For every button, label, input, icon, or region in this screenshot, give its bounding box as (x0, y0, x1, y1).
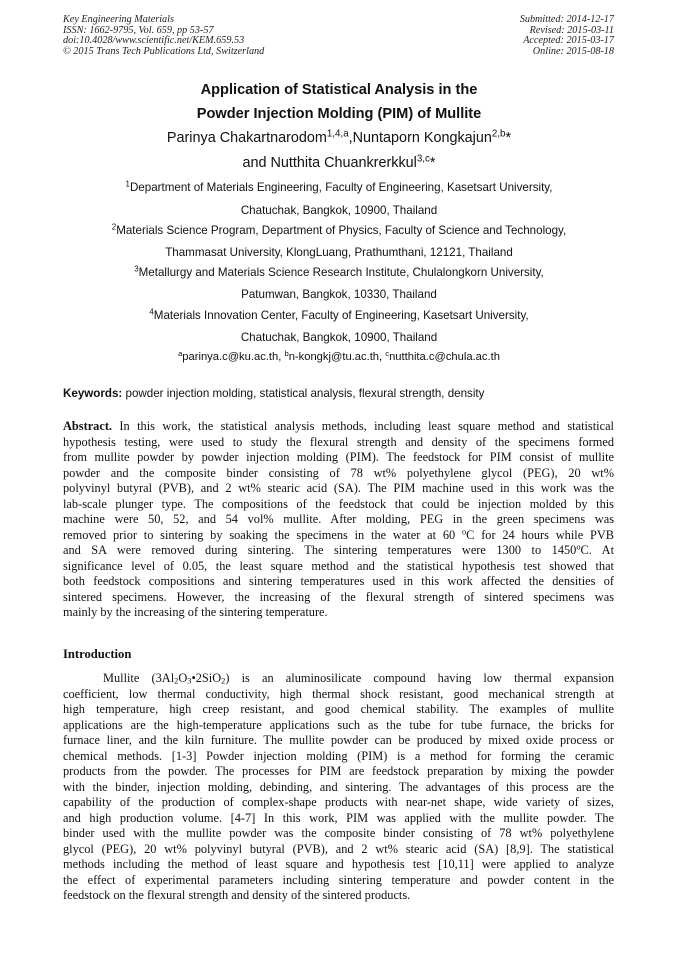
author-line-2 (40, 155, 638, 171)
email-mark: a (178, 348, 183, 358)
keywords (63, 387, 484, 400)
intro-line: binder used with the mullite powder was the composite binder consisting of 78 wt% polyethylene (63, 826, 614, 840)
copyright-line: © 2015 Trans Tech Publications Ltd, Switzerland (63, 45, 265, 57)
intro-line: chemical methods. [1-3] Powder injection molding (PIM) is a method for forming the ceramic (63, 748, 614, 763)
submitted-date: Submitted: 2014-12-17 (519, 14, 614, 25)
revised-date: Revised: 2015-03-11 (529, 24, 614, 36)
intro-line: products from the powder. The processes for PIM are feedstock preparation by mixing the powder (63, 764, 614, 778)
doi-line: doi:10.4028/www.scientific.net/KEM.659.53 (63, 35, 245, 47)
abstract-line: from mullite powder by powder injection molding (PIM). The feedstock for PIM consist of mullite (63, 450, 614, 464)
abstract-line: powder and the composite binder consisting of 78 wt% polyethylene glycol (PEG), 20 wt% (63, 465, 614, 480)
author-2-affil: 2,b (491, 128, 506, 140)
affiliation-1 (40, 181, 638, 194)
abstract-line: hypothesis testing, were used to study the flexural strength and density of the specimens formed (63, 434, 614, 449)
abstract-line: removed prior to sintering by soaking the specimens in the water at 60 $^o$C for 24 hours while PVB (63, 527, 614, 542)
corresponding-mark: * (505, 130, 512, 146)
affiliation-2 (40, 224, 638, 237)
email-mark: b (284, 348, 289, 358)
affiliation-number: 2 (111, 222, 117, 232)
email-mark: c (385, 348, 390, 358)
journal-name: Key Engineering Materials (63, 14, 174, 25)
author-sep: , (348, 130, 353, 146)
intro-line: and high production volume. [4-7] In this work, PIM was applied with the mullite powder. The (63, 810, 614, 825)
author-2: Nuntaporn Kongkajun (352, 130, 492, 146)
intro-line: the effect of experimental parameters including sintering temperature and powder content in the (63, 872, 614, 887)
affiliation-2-address: Thammasat University, KlongLuang, Prathumthani, 12121, Thailand (165, 246, 513, 259)
author-3: and Nutthita Chuankrerkkul (242, 155, 417, 171)
affiliation-number: 4 (149, 307, 154, 317)
affiliation-text: Department of Materials Engineering, Faculty of Engineering, Kasetsart University, (129, 181, 553, 194)
introduction-heading: Introduction (63, 647, 132, 661)
abstract-line: sintered specimens. However, the increasing of the flexural strength of sintered specimens was (63, 589, 614, 604)
abstract-line: mainly by the increasing of the sintering temperature. (63, 605, 328, 619)
abstract (63, 419, 614, 621)
author-line-1 (40, 130, 638, 146)
intro-line: applications are the high-temperature applications such as the tube for tube furnace, the bricks for (63, 717, 614, 732)
paper-title-line-1: Application of Statistical Analysis in the (200, 82, 478, 98)
affiliation-3 (40, 266, 638, 279)
keywords-label: Keywords: (63, 387, 123, 400)
intro-line: furnace liner, and the kiln furniture. The mullite powder can be produced by mixed oxide process or (63, 733, 614, 747)
intro-line: high temperature, high creep resistant, and good chemical stability. The examples of mullite (63, 702, 614, 716)
introduction-body (63, 671, 614, 904)
affiliation-text: Metallurgy and Materials Science Research Institute, Chulalongkorn University, (138, 266, 544, 279)
author-emails (40, 348, 638, 363)
online-date: Online: 2015-08-18 (532, 45, 614, 57)
abstract-line: lab-scale plunger type. The compositions of the feedstock that could be injection molded by this (63, 496, 614, 511)
intro-line: glycol (PEG), 20 wt% polyvinyl butyral (PVB), and 2 wt% stearic acid (SA) [8,9]. The statistical (63, 841, 614, 856)
author-1-affil: 1,4,a (326, 128, 349, 140)
email-c: nutthita.c@chula.ac.th (389, 351, 500, 363)
intro-line: feedstock on the flexural strength and density of the sintered products. (63, 888, 411, 902)
affiliation-3-address: Patumwan, Bangkok, 10330, Thailand (241, 288, 437, 301)
affiliation-number: 3 (134, 264, 139, 274)
abstract-line: machine were 50, 52, and 54 vol% mullite. After molding, PEG in the green specimens was (63, 512, 614, 526)
intro-line: methods including the method of least square and hypothesis test [10,11] were applied to analyze (63, 857, 614, 871)
accepted-date: Accepted: 2015-03-17 (523, 35, 614, 47)
affiliation-text: Materials Science Program, Department of Physics, Faculty of Science and Technology, (116, 224, 567, 237)
affiliation-4 (40, 309, 638, 322)
intro-line: with the binder, injection molding, debinding, and sintering. The advantages of this process are the (63, 779, 614, 794)
author-3-affil: 3,c (416, 153, 430, 165)
corresponding-mark: * (429, 155, 436, 171)
affiliation-text: Materials Innovation Center, Faculty of Engineering, Kasetsart University, (153, 309, 529, 322)
affiliation-number: 1 (125, 179, 130, 189)
affiliation-4-address: Chatuchak, Bangkok, 10900, Thailand (240, 331, 438, 344)
affiliation-1-address: Chatuchak, Bangkok, 10900, Thailand (240, 204, 438, 217)
abstract-line: polyvinyl butyral (PVB), and 2 wt% stearic acid (SA). The PIM machine used in this work was the (63, 481, 614, 495)
abstract-line: both feedstock compositions and sintering temperatures used in this work affected the densities of (63, 574, 614, 588)
keywords-text: powder injection molding, statistical analysis, flexural strength, density (122, 387, 485, 400)
abstract-line: significance level of 0.05, the least square method and the statistical hypothesis test showed that (63, 558, 614, 573)
email-a: parinya.c@ku.ac.th, (182, 351, 285, 363)
email-b: n-kongkj@tu.ac.th, (288, 351, 386, 363)
paper-title-line-2: Powder Injection Molding (PIM) of Mullite (196, 106, 482, 122)
author-1: Parinya Chakartnarodom (166, 130, 327, 146)
publication-dates (520, 15, 614, 57)
abstract-line: and SA were removed during sintering. The sintering temperatures were 1300 to 1450$^o$C. At (63, 543, 614, 557)
intro-line: capability of the production of complex-shape products with near-net shape, wide variety of sizes, (63, 795, 614, 809)
issn-line: ISSN: 1662-9795, Vol. 659, pp 53-57 (63, 24, 214, 36)
intro-line: Mullite $(3Al_2O_3•2SiO_2)$ is an aluminosilicate compound having low thermal expansion (103, 671, 614, 686)
abstract-label: Abstract. (63, 419, 113, 433)
intro-line: coefficient, low thermal conductivity, high thermal shock resistant, good mechanical strength at (63, 686, 614, 701)
abstract-line: Abstract. In this work, the statistical analysis methods, including least square method and statistical (63, 419, 614, 433)
journal-info (63, 15, 264, 57)
